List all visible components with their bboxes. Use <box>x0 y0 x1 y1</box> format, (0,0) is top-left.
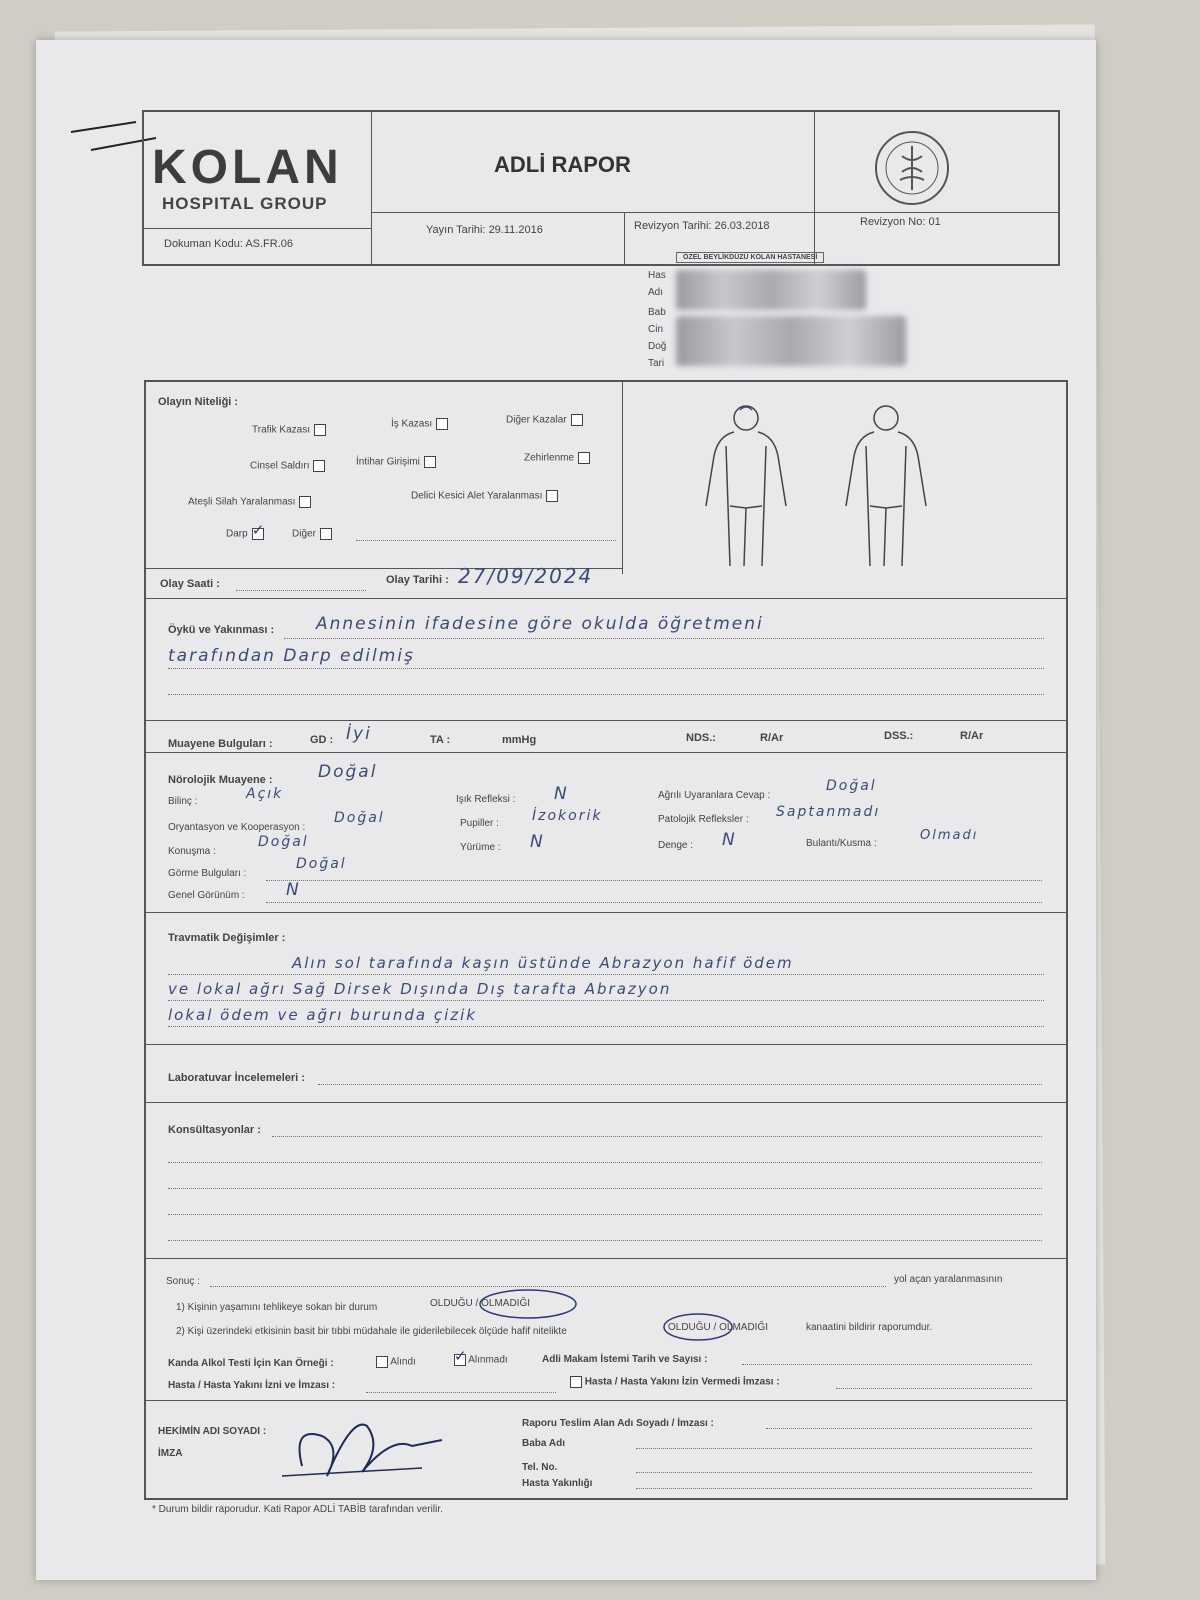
neuro-agri-value: Doğal <box>826 778 877 794</box>
alcohol-not-taken-checkbox[interactable]: ✓ <box>454 1348 467 1365</box>
incident-label: Olayın Niteliği : <box>158 396 239 408</box>
exam-label: Muayene Bulguları : <box>168 738 273 750</box>
other-accident-checkbox[interactable] <box>571 414 583 426</box>
other-checkbox[interactable] <box>320 528 332 540</box>
neuro-isik-value: N <box>554 784 569 804</box>
patient-consent: Hasta / Hasta Yakını İzni ve İmzası : <box>168 1380 336 1391</box>
history-line-1: Annesinin ifadesine göre okulda öğretmeni <box>316 614 764 634</box>
neuro-denge: Denge : <box>658 840 694 851</box>
trauma-line-3: lokal ödem ve ağrı burunda çizik <box>168 1006 477 1024</box>
incident-other: Diğer <box>292 528 332 540</box>
exam-nds-label: NDS.: <box>686 732 716 744</box>
result-label: Sonuç : <box>166 1276 200 1287</box>
result-item-1: 1) Kişinin yaşamını tehlikeye sokan bir durum <box>176 1302 378 1313</box>
alcohol-taken: Alındı <box>372 1356 416 1368</box>
alcohol-taken-checkbox[interactable] <box>376 1356 388 1368</box>
neuro-pupiller: Pupiller : <box>460 818 499 829</box>
redacted-patient-info <box>676 270 866 310</box>
neuro-yurume-value: N <box>530 832 545 852</box>
incident-sexual: Cinsel Saldırı <box>250 460 325 472</box>
neuro-oryantasyon-value: Doğal <box>334 810 385 826</box>
stamp-row-4: Cin <box>648 324 664 335</box>
neuro-bulanti: Bulantı/Kusma : <box>806 838 877 849</box>
neuro-genel-value: N <box>286 880 301 900</box>
doc-code: Dokuman Kodu: AS.FR.06 <box>164 238 294 250</box>
report-title: ADLİ RAPOR <box>494 152 631 177</box>
patient-refuse-checkbox[interactable] <box>570 1376 582 1388</box>
result-item-2-tail: kanaatini bildirir raporumdur. <box>806 1322 933 1333</box>
lab-label: Laboratuvar İncelemeleri : <box>168 1072 305 1084</box>
consult-label: Konsültasyonlar : <box>168 1124 261 1136</box>
trauma-label: Travmatik Değişimler : <box>168 932 286 944</box>
history-line-2: tarafından Darp edilmiş <box>168 646 415 666</box>
suicide-checkbox[interactable] <box>424 456 436 468</box>
neuro-patolojik-value: Saptanmadı <box>776 804 881 820</box>
neuro-oryantasyon: Oryantasyon ve Kooperasyon : <box>168 822 306 833</box>
neuro-patolojik: Patolojik Refleksler : <box>658 814 749 825</box>
exam-mmhg: mmHg <box>502 734 537 746</box>
patient-refuse: Hasta / Hasta Yakını İzin Vermedi İmzası : <box>566 1376 780 1388</box>
incident-stab: Delici Kesici Alet Yaralanması <box>411 490 558 502</box>
sexual-checkbox[interactable] <box>313 460 325 472</box>
neuro-label: Nörolojik Muayene : <box>168 774 273 786</box>
incident-suicide: İntihar Girişimi <box>356 456 436 468</box>
trauma-line-2: ve lokal ağrı Sağ Dirsek Dışında Dış tarafta Abrazyon <box>168 980 672 998</box>
judicial-request: Adli Makam İstemi Tarih ve Sayısı : <box>542 1354 708 1365</box>
body-diagram <box>666 396 1006 576</box>
firearm-checkbox[interactable] <box>299 496 311 508</box>
neuro-denge-value: N <box>722 830 737 850</box>
result-tail: yol açan yaralanmasının <box>894 1274 1003 1285</box>
phone-label: Tel. No. <box>522 1462 558 1473</box>
body-back-figure <box>846 406 926 566</box>
header-box <box>142 110 1060 266</box>
neuro-value: Doğal <box>318 762 378 782</box>
incident-poisoning: Zehirlenme <box>524 452 590 464</box>
stamp-row-2: Adı <box>648 287 664 298</box>
doctor-sign-label: İMZA <box>158 1448 183 1459</box>
poisoning-checkbox[interactable] <box>578 452 590 464</box>
neuro-yurume: Yürüme : <box>460 842 501 853</box>
exam-ta-label: TA : <box>430 734 451 746</box>
exam-gd-label: GD : <box>310 734 334 746</box>
logo-kolan: KOLAN <box>152 141 343 194</box>
stamp-row-1: Has <box>648 270 666 281</box>
revision-no: Revizyon No: 01 <box>860 216 941 228</box>
ministry-seal-icon <box>872 128 952 208</box>
alcohol-label: Kanda Alkol Testi İçin Kan Örneği : <box>168 1358 334 1369</box>
exam-dss-label: DSS.: <box>884 730 914 742</box>
traffic-checkbox[interactable] <box>314 424 326 436</box>
report-paper <box>36 40 1096 1580</box>
stamp-row-5: Doğ <box>648 341 667 352</box>
doctor-signature <box>272 1406 462 1486</box>
receiver-label: Raporu Teslim Alan Adı Soyadı / İmzası : <box>522 1418 714 1429</box>
exam-nds-rar: R/Ar <box>760 732 784 744</box>
history-label: Öykü ve Yakınması : <box>168 624 275 636</box>
oldugu-circle <box>660 1310 736 1344</box>
neuro-gorme-value: Doğal <box>296 856 347 872</box>
stab-checkbox[interactable] <box>546 490 558 502</box>
neuro-pupiller-value: İzokorik <box>532 808 603 824</box>
revision-date: Revizyon Tarihi: 26.03.2018 <box>634 220 770 232</box>
work-checkbox[interactable] <box>436 418 448 430</box>
stamp-row-6: Tari <box>648 358 665 369</box>
incident-firearm: Ateşli Silah Yaralanması <box>188 496 311 508</box>
incident-date-value: 27/09/2024 <box>458 564 594 588</box>
neuro-isik: Işık Refleksi : <box>456 794 516 805</box>
incident-time-label: Olay Saati : <box>160 578 220 590</box>
neuro-konusma: Konuşma : <box>168 846 216 857</box>
neuro-bulanti-value: Olmadı <box>920 828 979 843</box>
neuro-konusma-value: Doğal <box>258 834 309 850</box>
logo-hospital-group: HOSPITAL GROUP <box>162 194 328 213</box>
olmadigi-circle <box>476 1286 580 1322</box>
redacted-patient-info-2 <box>676 316 906 366</box>
exam-dss-rar: R/Ar <box>960 730 984 742</box>
trauma-line-1: Alın sol tarafında kaşın üstünde Abrazyon hafif ödem <box>292 954 794 972</box>
neuro-gorme: Görme Bulguları : <box>168 868 247 879</box>
hospital-stamp <box>648 252 908 372</box>
neuro-agri: Ağrılı Uyaranlara Cevap : <box>658 790 771 801</box>
father-label: Baba Adı <box>522 1438 565 1449</box>
neuro-bilinc: Bilinç : <box>168 796 198 807</box>
neuro-genel: Genel Görünüm : <box>168 890 245 901</box>
relation-label: Hasta Yakınlığı <box>522 1478 593 1489</box>
main-form <box>144 380 1068 1500</box>
result-item-1-choice: OLDUĞU / OLMADIĞI <box>430 1298 531 1309</box>
incident-work: İş Kazası <box>391 418 448 430</box>
stamp-hospital-name: ÖZEL BEYLİKDÜZÜ KOLAN HASTANESİ <box>676 252 824 263</box>
assault-checkbox[interactable]: ✓ <box>251 522 265 539</box>
stamp-row-3: Bab <box>648 307 666 318</box>
exam-gd-value: İyi <box>346 724 372 744</box>
incident-other-accident: Diğer Kazalar <box>506 414 583 426</box>
alcohol-not-taken: ✓ Alınmadı <box>454 1348 508 1366</box>
result-item-2-choice: OLDUĞU / OLMADIĞI <box>668 1322 769 1333</box>
body-front-figure <box>706 406 786 566</box>
incident-date-label: Olay Tarihi : <box>386 574 449 586</box>
incident-traffic: Trafik Kazası <box>252 424 326 436</box>
doctor-name-label: HEKİMİN ADI SOYADI : <box>158 1426 267 1437</box>
incident-assault: Darp ✓ <box>226 522 265 540</box>
result-item-2: 2) Kişi üzerindeki etkisinin basit bir tıbbi müdahale ile giderilebilecek ölçüde hafif nitelikte <box>176 1326 567 1337</box>
logo-cell <box>144 112 372 264</box>
neuro-bilinc-value: Açık <box>246 786 284 802</box>
publish-date: Yayın Tarihi: 29.11.2016 <box>426 224 543 236</box>
footer-note: * Durum bildir raporudur. Kati Rapor ADLİ TABİB tarafından verilir. <box>152 1504 443 1515</box>
